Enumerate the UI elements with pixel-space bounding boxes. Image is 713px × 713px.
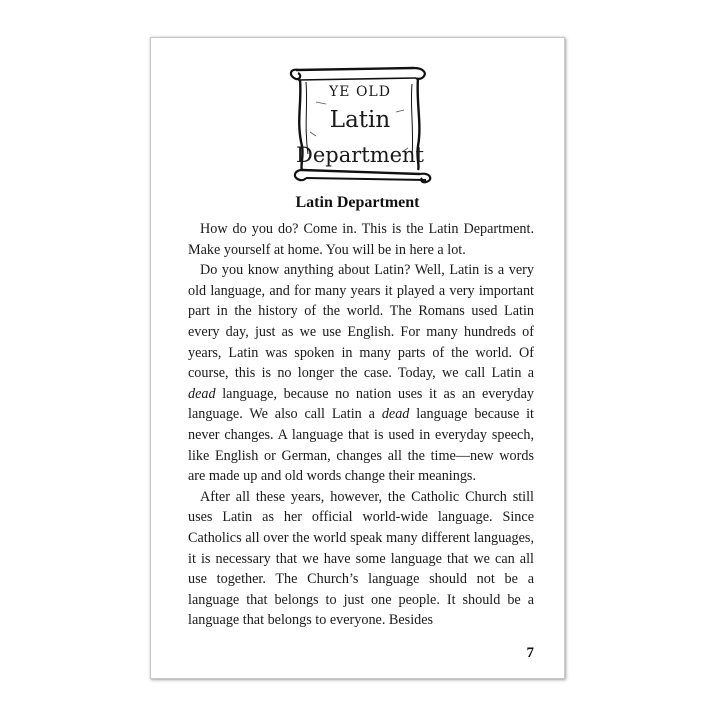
paragraph-2-part-b: language, because no nation uses it as an everyday language. We also call Latin a (188, 385, 534, 423)
banner-line-department: Department (295, 143, 424, 167)
body-text (188, 219, 534, 631)
paragraph-2-part-c: language because it never changes. A language that is used in everyday speech, like English or German, changes all the time—new words are made up and old words change their meanings. (188, 406, 534, 485)
paragraph-2 (188, 260, 534, 487)
emphasis-dead-2: dead (381, 406, 410, 423)
paragraph-2-part-a: Do you know anything about Latin? Well, Latin is a very old language, and for many years it played a very important part in the history of the world. The Romans used Latin every day, just as we use English. For many hundreds of years, Latin was spoken in many parts of the world. Of course, this is no longer the case. Today, we call Latin a (188, 262, 534, 382)
section-heading: Latin Department (295, 194, 420, 211)
paragraph-3: After all these years, however, the Catholic Church still uses Latin as her official world-wide language. Since Catholics all over the world speak many different languages, it is necessary that we have some language that we can all use together. The Church’s language should not be a language that belongs to just one people. It should be a language that belongs to everyone. Besides (188, 488, 534, 629)
book-page (150, 37, 565, 679)
banner-line-ye-old: YE OLD (329, 84, 391, 100)
banner-line-latin: Latin (329, 107, 391, 133)
paragraph-1: How do you do? Come in. This is the Latin Department. Make yourself at home. You will be in here a lot. (188, 221, 534, 258)
scroll-banner (286, 62, 434, 186)
page-number: 7 (526, 645, 534, 661)
emphasis-dead-1: dead (188, 385, 216, 402)
